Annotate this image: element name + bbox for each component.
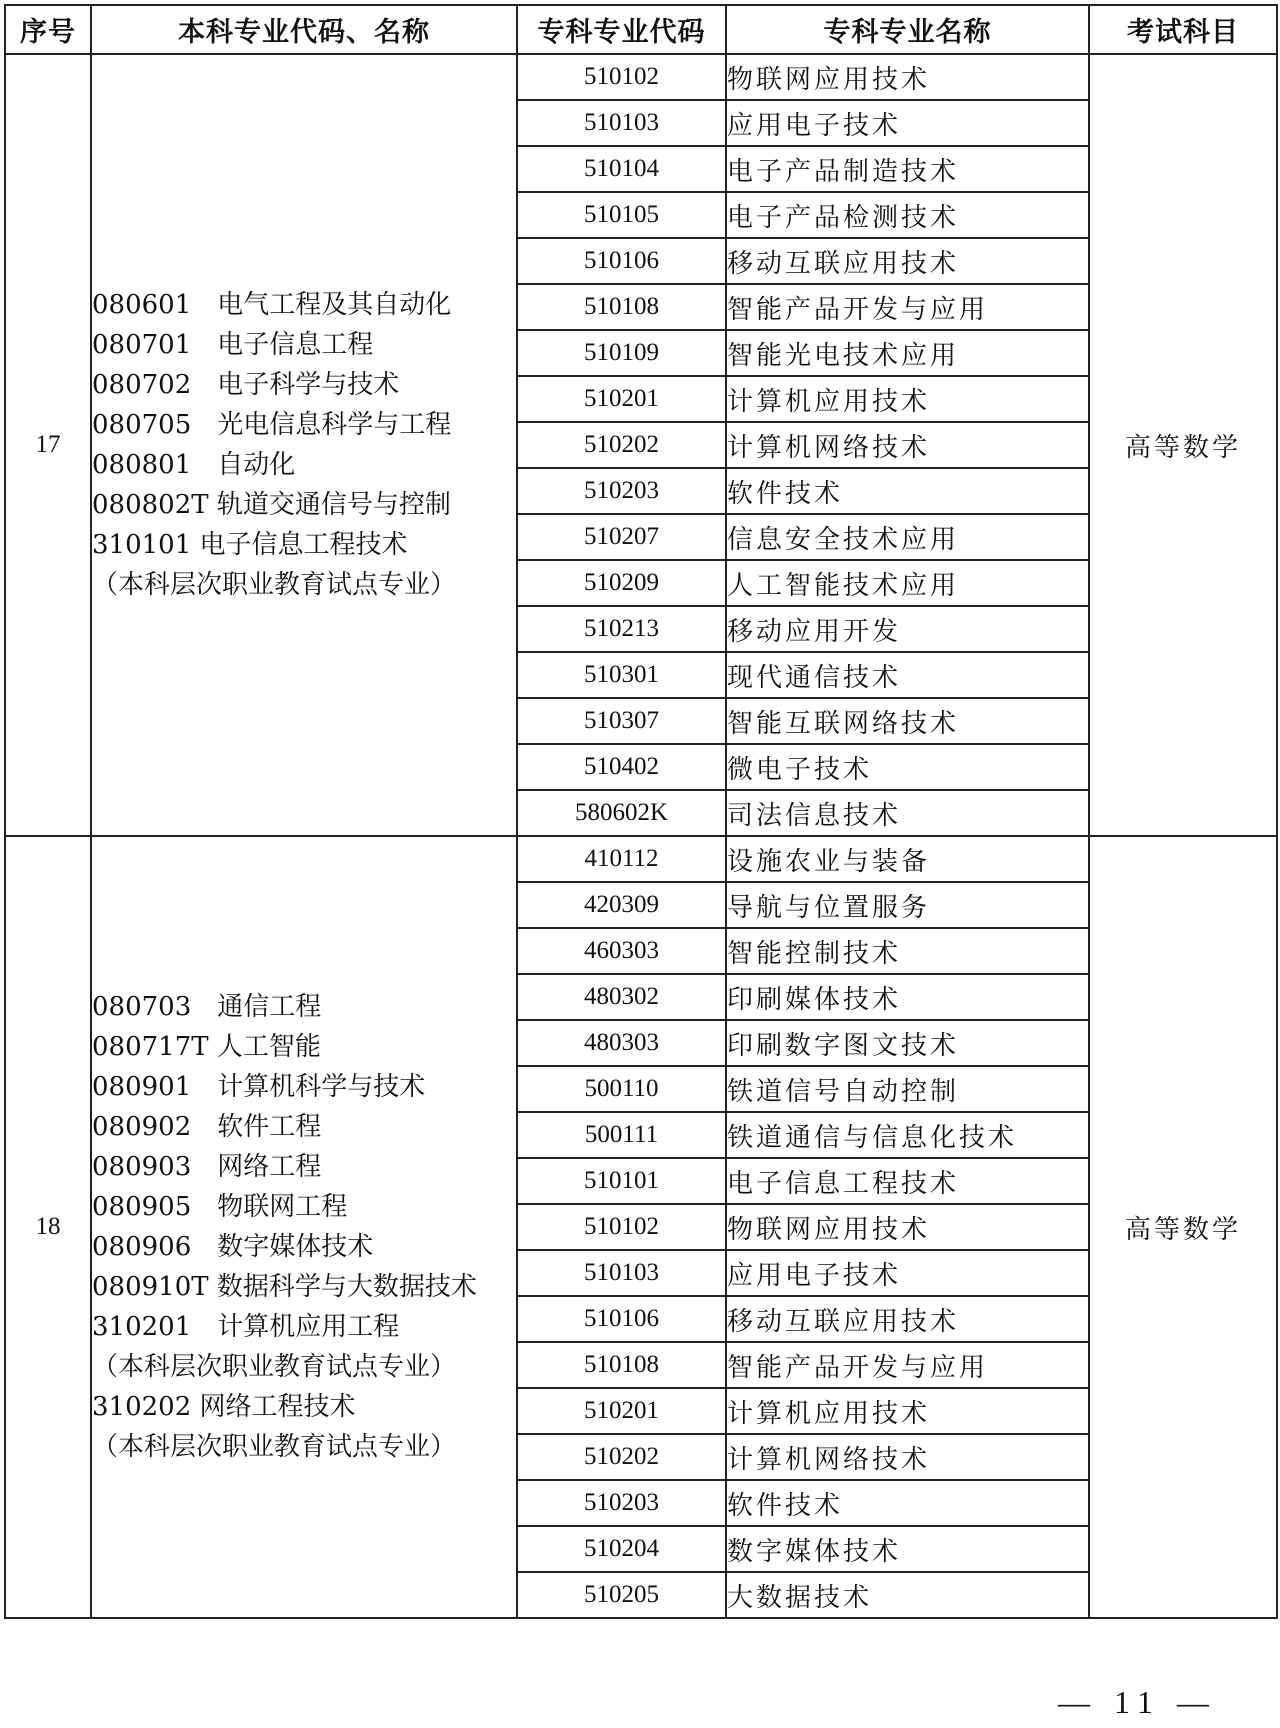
diploma-major-name: 移动应用开发 xyxy=(726,606,1089,652)
table-header-row xyxy=(5,5,1277,54)
diploma-major-code: 510202 xyxy=(517,422,726,468)
diploma-major-code: 460303 xyxy=(517,928,726,974)
diploma-major-code: 510205 xyxy=(517,1572,726,1618)
diploma-major-name: 智能互联网络技术 xyxy=(726,698,1089,744)
bachelor-major-line: 080601 电气工程及其自动化 xyxy=(92,290,452,320)
diploma-major-name: 电子信息工程技术 xyxy=(726,1158,1089,1204)
diploma-major-code: 510102 xyxy=(517,54,726,100)
header-bachelor: 本科专业代码、名称 xyxy=(91,5,517,54)
diploma-major-name: 物联网应用技术 xyxy=(726,1204,1089,1250)
diploma-major-code: 510104 xyxy=(517,146,726,192)
group-seq: 18 xyxy=(5,836,91,1618)
diploma-major-name: 印刷媒体技术 xyxy=(726,974,1089,1020)
diploma-major-code: 510204 xyxy=(517,1526,726,1572)
diploma-major-code: 510209 xyxy=(517,560,726,606)
diploma-major-name: 移动互联应用技术 xyxy=(726,1296,1089,1342)
diploma-major-code: 510105 xyxy=(517,192,726,238)
diploma-major-code: 500110 xyxy=(517,1066,726,1112)
diploma-major-code: 510301 xyxy=(517,652,726,698)
diploma-major-name: 数字媒体技术 xyxy=(726,1526,1089,1572)
diploma-major-code: 410112 xyxy=(517,836,726,882)
diploma-major-code: 510203 xyxy=(517,468,726,514)
diploma-major-name: 智能产品开发与应用 xyxy=(726,1342,1089,1388)
diploma-major-code: 510106 xyxy=(517,238,726,284)
diploma-major-code: 510102 xyxy=(517,1204,726,1250)
diploma-major-name: 印刷数字图文技术 xyxy=(726,1020,1089,1066)
header-name: 专科专业名称 xyxy=(726,5,1089,54)
bachelor-major-line: 080801 自动化 xyxy=(92,450,296,480)
header-seq: 序号 xyxy=(5,5,91,54)
diploma-major-code: 500111 xyxy=(517,1112,726,1158)
diploma-major-name: 移动互联应用技术 xyxy=(726,238,1089,284)
diploma-major-name: 计算机应用技术 xyxy=(726,376,1089,422)
diploma-major-name: 软件技术 xyxy=(726,468,1089,514)
table-body xyxy=(5,54,1277,1618)
bachelor-major-line: 080705 光电信息科学与工程 xyxy=(92,410,452,440)
bachelor-major-line: （本科层次职业教育试点专业） xyxy=(92,1352,457,1382)
diploma-major-code: 480303 xyxy=(517,1020,726,1066)
diploma-major-name: 现代通信技术 xyxy=(726,652,1089,698)
diploma-major-code: 510201 xyxy=(517,376,726,422)
bachelor-major-line: 080901 计算机科学与技术 xyxy=(92,1072,426,1102)
bachelor-major-line: 080717T 人工智能 xyxy=(92,1032,321,1062)
diploma-major-name: 物联网应用技术 xyxy=(726,54,1089,100)
exam-subject: 高等数学 xyxy=(1089,836,1277,1618)
header-subject: 考试科目 xyxy=(1089,5,1277,54)
diploma-major-name: 智能光电技术应用 xyxy=(726,330,1089,376)
bachelor-majors-cell xyxy=(91,54,517,836)
diploma-major-name: 铁道信号自动控制 xyxy=(726,1066,1089,1112)
diploma-major-name: 电子产品检测技术 xyxy=(726,192,1089,238)
bachelor-major-line: 080910T 数据科学与大数据技术 xyxy=(92,1272,477,1302)
bachelor-major-line: 080903 网络工程 xyxy=(92,1152,322,1182)
diploma-major-name: 计算机网络技术 xyxy=(726,1434,1089,1480)
diploma-major-name: 微电子技术 xyxy=(726,744,1089,790)
bachelor-major-line: （本科层次职业教育试点专业） xyxy=(92,570,457,600)
diploma-major-code: 510201 xyxy=(517,1388,726,1434)
diploma-major-code: 510103 xyxy=(517,1250,726,1296)
bachelor-major-line: 310201 计算机应用工程 xyxy=(92,1312,400,1342)
bachelor-major-line: 310101 电子信息工程技术 xyxy=(92,530,408,560)
diploma-major-code: 510106 xyxy=(517,1296,726,1342)
diploma-major-code: 510103 xyxy=(517,100,726,146)
diploma-major-code: 580602K xyxy=(517,790,726,836)
diploma-major-code: 510203 xyxy=(517,1480,726,1526)
bachelor-major-line: 080702 电子科学与技术 xyxy=(92,370,400,400)
group-seq: 17 xyxy=(5,54,91,836)
major-exam-table xyxy=(4,4,1278,1619)
bachelor-major-line: 080906 数字媒体技术 xyxy=(92,1232,374,1262)
diploma-major-code: 510202 xyxy=(517,1434,726,1480)
diploma-major-name: 导航与位置服务 xyxy=(726,882,1089,928)
diploma-major-name: 计算机网络技术 xyxy=(726,422,1089,468)
diploma-major-name: 铁道通信与信息化技术 xyxy=(726,1112,1089,1158)
diploma-major-name: 大数据技术 xyxy=(726,1572,1089,1618)
diploma-major-code: 510207 xyxy=(517,514,726,560)
diploma-major-code: 510213 xyxy=(517,606,726,652)
bachelor-majors-cell xyxy=(91,836,517,1618)
diploma-major-code: 510108 xyxy=(517,1342,726,1388)
page-number: — 11 — xyxy=(1058,1684,1217,1720)
diploma-major-code: 510307 xyxy=(517,698,726,744)
diploma-major-name: 设施农业与装备 xyxy=(726,836,1089,882)
diploma-major-code: 510109 xyxy=(517,330,726,376)
diploma-major-name: 电子产品制造技术 xyxy=(726,146,1089,192)
diploma-major-code: 510402 xyxy=(517,744,726,790)
header-code: 专科专业代码 xyxy=(517,5,726,54)
diploma-major-code: 510108 xyxy=(517,284,726,330)
diploma-major-name: 应用电子技术 xyxy=(726,100,1089,146)
table-row xyxy=(5,836,1277,882)
diploma-major-name: 智能产品开发与应用 xyxy=(726,284,1089,330)
diploma-major-name: 应用电子技术 xyxy=(726,1250,1089,1296)
bachelor-major-line: 080701 电子信息工程 xyxy=(92,330,374,360)
diploma-major-code: 420309 xyxy=(517,882,726,928)
bachelor-major-line: 080703 通信工程 xyxy=(92,992,322,1022)
exam-subject: 高等数学 xyxy=(1089,54,1277,836)
bachelor-major-line: 310202 网络工程技术 xyxy=(92,1392,356,1422)
diploma-major-name: 信息安全技术应用 xyxy=(726,514,1089,560)
bachelor-major-line: 080905 物联网工程 xyxy=(92,1192,348,1222)
bachelor-major-line: 080802T 轨道交通信号与控制 xyxy=(92,490,451,520)
bachelor-major-line: （本科层次职业教育试点专业） xyxy=(92,1432,457,1462)
table-row xyxy=(5,54,1277,100)
diploma-major-name: 软件技术 xyxy=(726,1480,1089,1526)
diploma-major-code: 480302 xyxy=(517,974,726,1020)
bachelor-major-line: 080902 软件工程 xyxy=(92,1112,322,1142)
diploma-major-code: 510101 xyxy=(517,1158,726,1204)
diploma-major-name: 人工智能技术应用 xyxy=(726,560,1089,606)
diploma-major-name: 计算机应用技术 xyxy=(726,1388,1089,1434)
diploma-major-name: 司法信息技术 xyxy=(726,790,1089,836)
diploma-major-name: 智能控制技术 xyxy=(726,928,1089,974)
